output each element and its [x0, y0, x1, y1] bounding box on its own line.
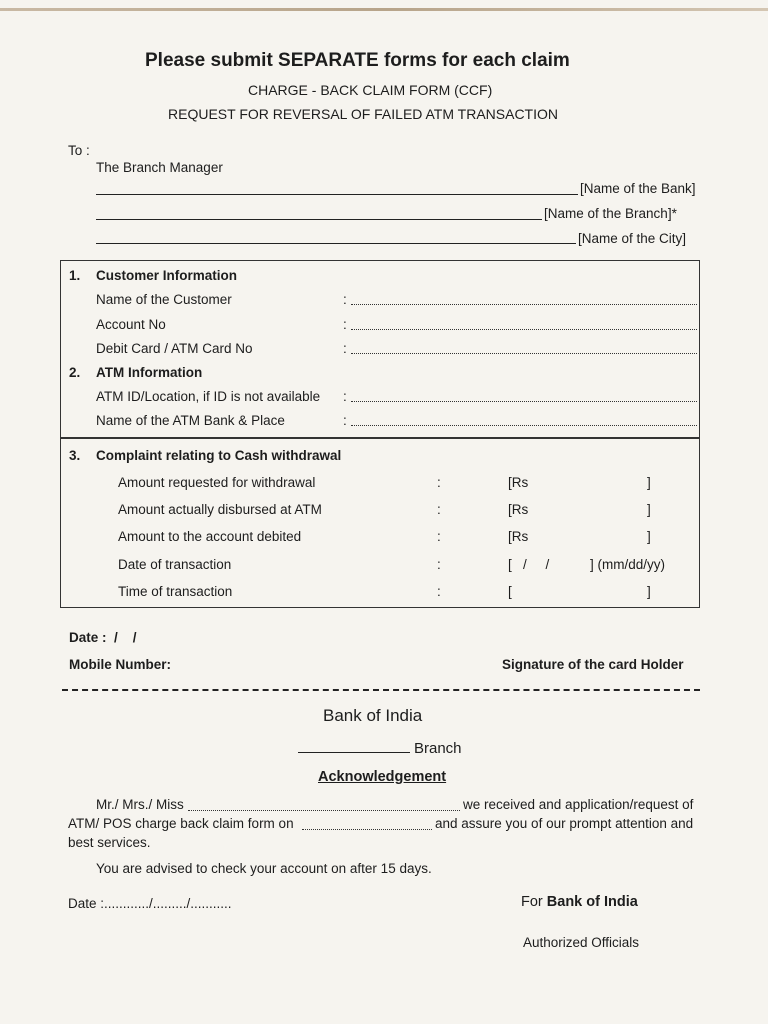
submit-instruction: Please submit SEPARATE forms for each claim — [145, 50, 570, 71]
section3-number: 3. — [69, 448, 81, 463]
card-no-field[interactable] — [351, 353, 697, 354]
bank-name-line[interactable] — [96, 194, 578, 195]
amount-disbursed-close: ] — [647, 502, 651, 517]
city-name-label: [Name of the City] — [578, 231, 687, 246]
for-bank-name: Bank of India — [546, 894, 638, 910]
ack-text-3: and assure you of our prompt attention and — [435, 816, 694, 831]
city-name-line[interactable] — [96, 243, 576, 244]
transaction-time-close: ] — [647, 584, 651, 599]
amount-debited-label: Amount to the account debited — [118, 529, 302, 544]
atm-bank-label: Name of the ATM Bank & Place — [96, 413, 285, 428]
amount-requested-field[interactable]: [Rs — [508, 475, 529, 490]
salutation-label: Mr./ Mrs./ Miss — [96, 797, 184, 812]
authorized-officials-label: Authorized Officials — [523, 935, 640, 950]
card-no-sep: : — [343, 341, 347, 356]
section2-number: 2. — [69, 365, 81, 380]
transaction-date-field[interactable]: [ / / — [508, 557, 550, 572]
atm-id-sep: : — [343, 389, 347, 404]
amount-disbursed-label: Amount actually disbursed at ATM — [118, 502, 322, 517]
account-no-label: Account No — [96, 317, 166, 332]
complaint-box — [60, 438, 700, 608]
ack-text-4: best services. — [68, 835, 151, 850]
section1-title: Customer Information — [96, 268, 238, 283]
amount-requested-close: ] — [647, 475, 651, 490]
form-subtitle: REQUEST FOR REVERSAL OF FAILED ATM TRANSACTION — [168, 106, 558, 122]
mobile-number-label: Mobile Number: — [69, 657, 172, 672]
customer-name-label: Name of the Customer — [96, 292, 232, 307]
paper-edge — [0, 8, 768, 11]
customer-name-field[interactable] — [351, 304, 697, 305]
transaction-time-field[interactable]: [ — [508, 584, 512, 599]
branch-name-label: [Name of the Branch]* — [544, 206, 677, 221]
atm-id-label: ATM ID/Location, if ID is not available — [96, 389, 321, 404]
ack-text-1: we received and application/request of — [463, 797, 694, 812]
section3-title: Complaint relating to Cash withdrawal — [96, 448, 342, 463]
amount-debited-close: ] — [647, 529, 651, 544]
atm-bank-sep: : — [343, 413, 347, 428]
card-no-label: Debit Card / ATM Card No — [96, 341, 253, 356]
to-label: To : — [68, 143, 90, 158]
for-label: For — [521, 894, 543, 910]
transaction-time-label: Time of transaction — [118, 584, 233, 599]
signature-label: Signature of the card Holder — [502, 657, 684, 672]
amount-disbursed-field[interactable]: [Rs — [508, 502, 529, 517]
amount-requested-sep: : — [437, 475, 441, 490]
ack-date-field[interactable]: Date :............/........./........... — [68, 896, 232, 911]
customer-name-sep: : — [343, 292, 347, 307]
atm-bank-field[interactable] — [351, 425, 697, 426]
for-bank-line — [521, 894, 638, 910]
branch-name-line[interactable] — [96, 219, 542, 220]
ack-text-2: ATM/ POS charge back claim form on — [68, 816, 294, 831]
transaction-date-sep: : — [437, 557, 441, 572]
bank-title: Bank of India — [323, 706, 423, 725]
claim-date-ack-field[interactable] — [302, 829, 432, 830]
branch-label: Branch — [414, 740, 462, 757]
section2-title: ATM Information — [96, 365, 203, 380]
bank-name-label: [Name of the Bank] — [580, 181, 696, 196]
transaction-time-sep: : — [437, 584, 441, 599]
amount-debited-sep: : — [437, 529, 441, 544]
section1-number: 1. — [69, 268, 81, 283]
amount-disbursed-sep: : — [437, 502, 441, 517]
form-title: CHARGE - BACK CLAIM FORM (CCF) — [248, 82, 493, 98]
transaction-date-label: Date of transaction — [118, 557, 232, 572]
transaction-date-close: ] (mm/dd/yy) — [590, 557, 666, 572]
customer-name-ack-field[interactable] — [188, 810, 460, 811]
acknowledgement-title: Acknowledgement — [318, 769, 447, 785]
account-no-sep: : — [343, 317, 347, 332]
branch-manager-label: The Branch Manager — [96, 160, 223, 175]
amount-requested-label: Amount requested for withdrawal — [118, 475, 316, 490]
amount-debited-field[interactable]: [Rs — [508, 529, 529, 544]
advice-text: You are advised to check your account on after 15 days. — [96, 861, 432, 876]
branch-line[interactable] — [298, 752, 410, 753]
cut-line — [62, 689, 700, 691]
date-field[interactable]: Date : / / — [69, 630, 137, 645]
atm-id-field[interactable] — [351, 401, 697, 402]
account-no-field[interactable] — [351, 329, 697, 330]
